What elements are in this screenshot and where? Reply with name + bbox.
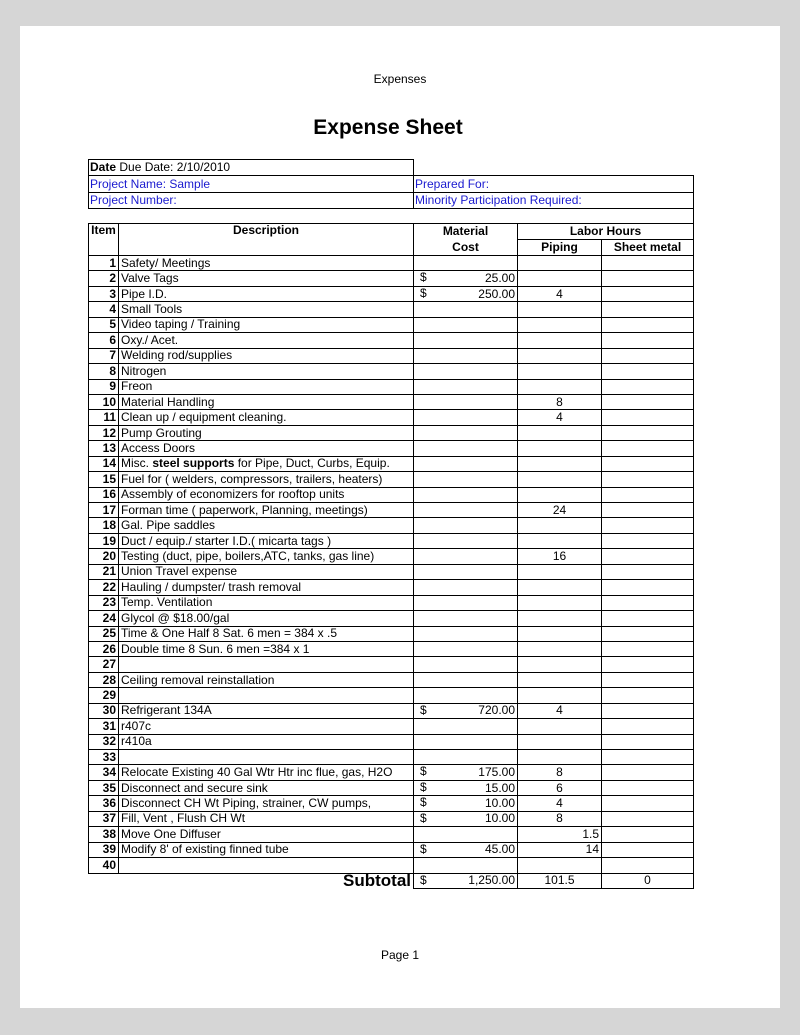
table-row bbox=[89, 811, 694, 826]
item-number: 6 bbox=[89, 333, 119, 348]
material-cost bbox=[414, 688, 518, 703]
sheet-metal-hours bbox=[602, 765, 694, 780]
piping-hours bbox=[518, 317, 602, 332]
due-date: Due Date: 2/10/2010 bbox=[119, 160, 231, 174]
piping-hours bbox=[518, 580, 602, 595]
item-description: Union Travel expense bbox=[119, 564, 414, 579]
subtotal-label: Subtotal bbox=[89, 873, 414, 888]
item-number: 11 bbox=[89, 410, 119, 425]
item-description: Disconnect and secure sink bbox=[119, 780, 414, 795]
piping-hours bbox=[518, 487, 602, 502]
table-row bbox=[89, 688, 694, 703]
material-cost bbox=[414, 657, 518, 672]
date-field bbox=[90, 160, 230, 174]
table-row bbox=[89, 842, 694, 857]
item-description: r410a bbox=[119, 734, 414, 749]
item-number: 30 bbox=[89, 703, 119, 718]
piping-hours bbox=[518, 688, 602, 703]
piping-hours: 4 bbox=[518, 796, 602, 811]
description-text: Misc. bbox=[121, 456, 153, 471]
item-number: 36 bbox=[89, 796, 119, 811]
piping-hours: 8 bbox=[518, 394, 602, 409]
item-description bbox=[119, 688, 414, 703]
material-cost bbox=[414, 348, 518, 363]
material-cost-value: 10.00 bbox=[484, 796, 515, 811]
item-description: Hauling / dumpster/ trash removal bbox=[119, 580, 414, 595]
table-row bbox=[89, 256, 694, 271]
item-description bbox=[119, 750, 414, 765]
subtotal-piping: 101.5 bbox=[518, 873, 602, 888]
material-cost-value: 25.00 bbox=[484, 271, 515, 286]
description-text: for Pipe, Duct, Curbs, Equip. bbox=[234, 456, 390, 471]
item-number: 10 bbox=[89, 394, 119, 409]
table-row bbox=[89, 719, 694, 734]
table-row bbox=[89, 503, 694, 518]
piping-hours: 14 bbox=[518, 842, 602, 857]
item-number: 26 bbox=[89, 641, 119, 656]
item-number: 39 bbox=[89, 842, 119, 857]
material-cost bbox=[414, 811, 518, 826]
table-row bbox=[89, 595, 694, 610]
piping-hours bbox=[518, 333, 602, 348]
material-cost-value: 175.00 bbox=[478, 765, 515, 780]
item-description: Pipe I.D. bbox=[119, 286, 414, 301]
item-number: 5 bbox=[89, 317, 119, 332]
item-number: 29 bbox=[89, 688, 119, 703]
col-header-labor-hours: Labor Hours bbox=[518, 224, 694, 240]
table-row bbox=[89, 333, 694, 348]
sheet-metal-hours bbox=[602, 811, 694, 826]
material-cost bbox=[414, 302, 518, 317]
item-number: 19 bbox=[89, 533, 119, 548]
sheet-metal-hours bbox=[602, 672, 694, 687]
piping-hours bbox=[518, 472, 602, 487]
col-header-description: Description bbox=[119, 224, 414, 256]
piping-hours bbox=[518, 256, 602, 271]
sheet-metal-hours bbox=[602, 842, 694, 857]
sheet-metal-hours bbox=[602, 456, 694, 471]
material-cost-value: 10.00 bbox=[484, 811, 515, 826]
sheet-metal-hours bbox=[602, 641, 694, 656]
material-cost bbox=[414, 487, 518, 502]
material-cost bbox=[414, 626, 518, 641]
item-description: r407c bbox=[119, 719, 414, 734]
page-title: Expense Sheet bbox=[313, 116, 463, 139]
item-description: Time & One Half 8 Sat. 6 men = 384 x .5 bbox=[119, 626, 414, 641]
material-cost bbox=[414, 595, 518, 610]
piping-hours bbox=[518, 719, 602, 734]
item-number: 31 bbox=[89, 719, 119, 734]
sheet-metal-hours bbox=[602, 348, 694, 363]
piping-hours bbox=[518, 379, 602, 394]
material-cost bbox=[414, 286, 518, 301]
item-description: Freon bbox=[119, 379, 414, 394]
item-number: 9 bbox=[89, 379, 119, 394]
table-row bbox=[89, 858, 694, 873]
sheet-metal-hours bbox=[602, 703, 694, 718]
sheet-metal-hours bbox=[602, 688, 694, 703]
table-row bbox=[89, 317, 694, 332]
table-row bbox=[89, 348, 694, 363]
item-number: 21 bbox=[89, 564, 119, 579]
table-row bbox=[89, 657, 694, 672]
piping-hours bbox=[518, 672, 602, 687]
item-description: Duct / equip./ starter I.D.( micarta tags ) bbox=[119, 533, 414, 548]
material-cost bbox=[414, 518, 518, 533]
material-cost bbox=[414, 410, 518, 425]
material-cost bbox=[414, 780, 518, 795]
expense-table bbox=[88, 223, 694, 889]
table-row bbox=[89, 472, 694, 487]
minority-participation: Minority Participation Required: bbox=[415, 193, 582, 207]
currency-symbol: $ bbox=[420, 286, 427, 300]
piping-hours bbox=[518, 611, 602, 626]
material-cost bbox=[414, 549, 518, 564]
item-number: 1 bbox=[89, 256, 119, 271]
item-number: 16 bbox=[89, 487, 119, 502]
sheet-metal-hours bbox=[602, 487, 694, 502]
item-number: 22 bbox=[89, 580, 119, 595]
item-number: 17 bbox=[89, 503, 119, 518]
sheet-metal-hours bbox=[602, 827, 694, 842]
material-cost bbox=[414, 379, 518, 394]
piping-hours: 24 bbox=[518, 503, 602, 518]
table-row bbox=[89, 672, 694, 687]
col-header-sheet-metal: Sheet metal bbox=[602, 240, 694, 256]
table-row bbox=[89, 796, 694, 811]
item-description: Access Doors bbox=[119, 441, 414, 456]
material-cost bbox=[414, 456, 518, 471]
info-line-1 bbox=[88, 175, 693, 176]
table-row bbox=[89, 626, 694, 641]
item-number: 8 bbox=[89, 364, 119, 379]
currency-symbol: $ bbox=[420, 780, 427, 794]
item-number: 14 bbox=[89, 456, 119, 471]
piping-hours bbox=[518, 348, 602, 363]
item-description: Refrigerant 134A bbox=[119, 703, 414, 718]
table-row bbox=[89, 271, 694, 286]
currency-symbol: $ bbox=[420, 795, 427, 810]
material-cost bbox=[414, 672, 518, 687]
col-header-material: Material bbox=[414, 224, 518, 240]
item-number: 15 bbox=[89, 472, 119, 487]
piping-hours bbox=[518, 425, 602, 440]
sheet-metal-hours bbox=[602, 719, 694, 734]
table-row bbox=[89, 456, 694, 471]
info-mid-border bbox=[413, 159, 414, 208]
material-cost bbox=[414, 394, 518, 409]
item-number: 33 bbox=[89, 750, 119, 765]
item-number: 35 bbox=[89, 780, 119, 795]
material-cost bbox=[414, 842, 518, 857]
material-cost-value: 15.00 bbox=[484, 780, 515, 795]
material-cost bbox=[414, 796, 518, 811]
description-emphasis: steel supports bbox=[152, 456, 235, 471]
project-name: Project Name: Sample bbox=[90, 177, 211, 191]
table-row bbox=[89, 487, 694, 502]
table-row bbox=[89, 549, 694, 564]
material-cost bbox=[414, 425, 518, 440]
sheet-metal-hours bbox=[602, 472, 694, 487]
currency-symbol: $ bbox=[420, 811, 427, 825]
item-description: Modify 8' of existing finned tube bbox=[119, 842, 414, 857]
item-description: Move One Diffuser bbox=[119, 827, 414, 842]
piping-hours bbox=[518, 564, 602, 579]
sheet-metal-hours bbox=[602, 441, 694, 456]
currency-symbol: $ bbox=[420, 270, 427, 285]
piping-hours bbox=[518, 456, 602, 471]
table-row bbox=[89, 734, 694, 749]
piping-hours bbox=[518, 750, 602, 765]
item-number: 2 bbox=[89, 271, 119, 286]
sheet-metal-hours bbox=[602, 549, 694, 564]
item-number: 28 bbox=[89, 672, 119, 687]
material-cost bbox=[414, 580, 518, 595]
item-number: 40 bbox=[89, 858, 119, 873]
sheet-metal-hours bbox=[602, 302, 694, 317]
material-cost bbox=[414, 827, 518, 842]
table-row bbox=[89, 533, 694, 548]
item-number: 18 bbox=[89, 518, 119, 533]
item-description: Double time 8 Sun. 6 men =384 x 1 bbox=[119, 641, 414, 656]
sheet-metal-hours bbox=[602, 734, 694, 749]
table-row bbox=[89, 641, 694, 656]
material-cost bbox=[414, 641, 518, 656]
info-right-border bbox=[693, 175, 694, 223]
item-description: Disconnect CH Wt Piping, strainer, CW pumps, bbox=[119, 796, 414, 811]
item-number: 25 bbox=[89, 626, 119, 641]
sheet-metal-hours bbox=[602, 564, 694, 579]
piping-hours: 8 bbox=[518, 765, 602, 780]
table-row bbox=[89, 703, 694, 718]
table-row bbox=[89, 286, 694, 301]
piping-hours bbox=[518, 626, 602, 641]
sheet-metal-hours bbox=[602, 750, 694, 765]
item-description: Assembly of economizers for rooftop units bbox=[119, 487, 414, 502]
sheet-metal-hours bbox=[602, 595, 694, 610]
table-row bbox=[89, 580, 694, 595]
material-cost bbox=[414, 750, 518, 765]
piping-hours: 6 bbox=[518, 780, 602, 795]
item-description: Gal. Pipe saddles bbox=[119, 518, 414, 533]
subtotal-row bbox=[89, 873, 694, 888]
item-description: Video taping / Training bbox=[119, 317, 414, 332]
material-cost-value: 45.00 bbox=[484, 842, 515, 857]
item-description: Valve Tags bbox=[119, 271, 414, 286]
piping-hours: 1.5 bbox=[518, 827, 602, 842]
item-description: Forman time ( paperwork, Planning, meetings) bbox=[119, 503, 414, 518]
piping-hours: 4 bbox=[518, 703, 602, 718]
piping-hours bbox=[518, 271, 602, 286]
material-cost bbox=[414, 719, 518, 734]
item-description: Nitrogen bbox=[119, 364, 414, 379]
material-cost bbox=[414, 564, 518, 579]
material-cost bbox=[414, 703, 518, 718]
currency-symbol: $ bbox=[420, 764, 427, 779]
material-cost bbox=[414, 533, 518, 548]
header-row-1 bbox=[89, 224, 694, 240]
item-number: 32 bbox=[89, 734, 119, 749]
sheet-metal-hours bbox=[602, 271, 694, 286]
item-description: Safety/ Meetings bbox=[119, 256, 414, 271]
material-cost-value: 720.00 bbox=[478, 703, 515, 718]
info-line-2 bbox=[88, 192, 693, 193]
table-row bbox=[89, 394, 694, 409]
piping-hours bbox=[518, 518, 602, 533]
piping-hours: 4 bbox=[518, 286, 602, 301]
sheet-metal-hours bbox=[602, 364, 694, 379]
material-cost bbox=[414, 256, 518, 271]
material-cost bbox=[414, 765, 518, 780]
item-number: 23 bbox=[89, 595, 119, 610]
currency-symbol: $ bbox=[420, 703, 427, 717]
item-number: 3 bbox=[89, 286, 119, 301]
item-number: 27 bbox=[89, 657, 119, 672]
table-row bbox=[89, 518, 694, 533]
col-header-cost: Cost bbox=[414, 240, 518, 256]
item-number: 13 bbox=[89, 441, 119, 456]
material-cost bbox=[414, 271, 518, 286]
item-description: Clean up / equipment cleaning. bbox=[119, 410, 414, 425]
material-cost bbox=[414, 472, 518, 487]
piping-hours bbox=[518, 595, 602, 610]
item-number: 7 bbox=[89, 348, 119, 363]
project-number: Project Number: bbox=[90, 193, 177, 207]
piping-hours: 8 bbox=[518, 811, 602, 826]
item-number: 24 bbox=[89, 611, 119, 626]
item-description: Glycol @ $18.00/gal bbox=[119, 611, 414, 626]
table-row bbox=[89, 827, 694, 842]
piping-hours bbox=[518, 302, 602, 317]
subtotal-cost-value: 1,250.00 bbox=[468, 873, 515, 888]
material-cost bbox=[414, 858, 518, 873]
item-number: 38 bbox=[89, 827, 119, 842]
sheet-metal-hours bbox=[602, 379, 694, 394]
sheet-metal-hours bbox=[602, 580, 694, 595]
table-row bbox=[89, 765, 694, 780]
item-description: Small Tools bbox=[119, 302, 414, 317]
material-cost bbox=[414, 364, 518, 379]
sheet-metal-hours bbox=[602, 626, 694, 641]
piping-hours bbox=[518, 533, 602, 548]
item-number: 37 bbox=[89, 811, 119, 826]
sheet-metal-hours bbox=[602, 333, 694, 348]
table-row bbox=[89, 410, 694, 425]
col-header-item: Item bbox=[89, 224, 119, 256]
item-number: 12 bbox=[89, 425, 119, 440]
table-row bbox=[89, 780, 694, 795]
material-cost bbox=[414, 441, 518, 456]
piping-hours bbox=[518, 858, 602, 873]
sheet-metal-hours bbox=[602, 425, 694, 440]
currency-symbol: $ bbox=[420, 842, 427, 856]
sheet-metal-hours bbox=[602, 286, 694, 301]
table-row bbox=[89, 379, 694, 394]
subtotal-cost bbox=[414, 873, 518, 888]
sheet-metal-hours bbox=[602, 611, 694, 626]
item-number: 34 bbox=[89, 765, 119, 780]
sheet-metal-hours bbox=[602, 858, 694, 873]
material-cost bbox=[414, 317, 518, 332]
table-row bbox=[89, 302, 694, 317]
piping-hours bbox=[518, 657, 602, 672]
item-number: 4 bbox=[89, 302, 119, 317]
item-number: 20 bbox=[89, 549, 119, 564]
col-header-piping: Piping bbox=[518, 240, 602, 256]
material-cost bbox=[414, 611, 518, 626]
piping-hours: 16 bbox=[518, 549, 602, 564]
sheet-metal-hours bbox=[602, 394, 694, 409]
item-description: Testing (duct, pipe, boilers,ATC, tanks, gas line) bbox=[119, 549, 414, 564]
material-cost bbox=[414, 503, 518, 518]
item-description: Material Handling bbox=[119, 394, 414, 409]
piping-hours bbox=[518, 364, 602, 379]
item-description: Pump Grouting bbox=[119, 425, 414, 440]
table-row bbox=[89, 441, 694, 456]
page-header-label: Expenses bbox=[373, 72, 427, 86]
item-description: Relocate Existing 40 Gal Wtr Htr inc flue, gas, H2O bbox=[119, 765, 414, 780]
item-description: Fill, Vent , Flush CH Wt bbox=[119, 811, 414, 826]
table-row bbox=[89, 564, 694, 579]
sheet-metal-hours bbox=[602, 503, 694, 518]
material-cost-value: 250.00 bbox=[478, 286, 515, 301]
piping-hours bbox=[518, 734, 602, 749]
table-row bbox=[89, 611, 694, 626]
sheet-metal-hours bbox=[602, 256, 694, 271]
sheet-metal-hours bbox=[602, 796, 694, 811]
material-cost bbox=[414, 333, 518, 348]
piping-hours: 4 bbox=[518, 410, 602, 425]
subtotal-dollar: $ bbox=[420, 873, 427, 887]
piping-hours bbox=[518, 641, 602, 656]
item-description bbox=[119, 456, 414, 471]
sheet-metal-hours bbox=[602, 533, 694, 548]
item-description: Oxy./ Acet. bbox=[119, 333, 414, 348]
page-footer-label: Page 1 bbox=[380, 948, 420, 962]
sheet-metal-hours bbox=[602, 317, 694, 332]
info-line-3 bbox=[88, 208, 693, 209]
item-description: Ceiling removal reinstallation bbox=[119, 672, 414, 687]
subtotal-sheet-metal: 0 bbox=[602, 873, 694, 888]
item-description: Temp. Ventilation bbox=[119, 595, 414, 610]
sheet-metal-hours bbox=[602, 657, 694, 672]
sheet-metal-hours bbox=[602, 410, 694, 425]
sheet-metal-hours bbox=[602, 518, 694, 533]
piping-hours bbox=[518, 441, 602, 456]
material-cost bbox=[414, 734, 518, 749]
prepared-for: Prepared For: bbox=[415, 177, 490, 191]
table-row bbox=[89, 750, 694, 765]
date-label: Date bbox=[90, 160, 117, 174]
table-row bbox=[89, 364, 694, 379]
table-row bbox=[89, 425, 694, 440]
item-description: Welding rod/supplies bbox=[119, 348, 414, 363]
item-description: Fuel for ( welders, compressors, trailers, heaters) bbox=[119, 472, 414, 487]
info-left-border bbox=[88, 159, 89, 208]
item-description bbox=[119, 858, 414, 873]
sheet-metal-hours bbox=[602, 780, 694, 795]
item-description bbox=[119, 657, 414, 672]
